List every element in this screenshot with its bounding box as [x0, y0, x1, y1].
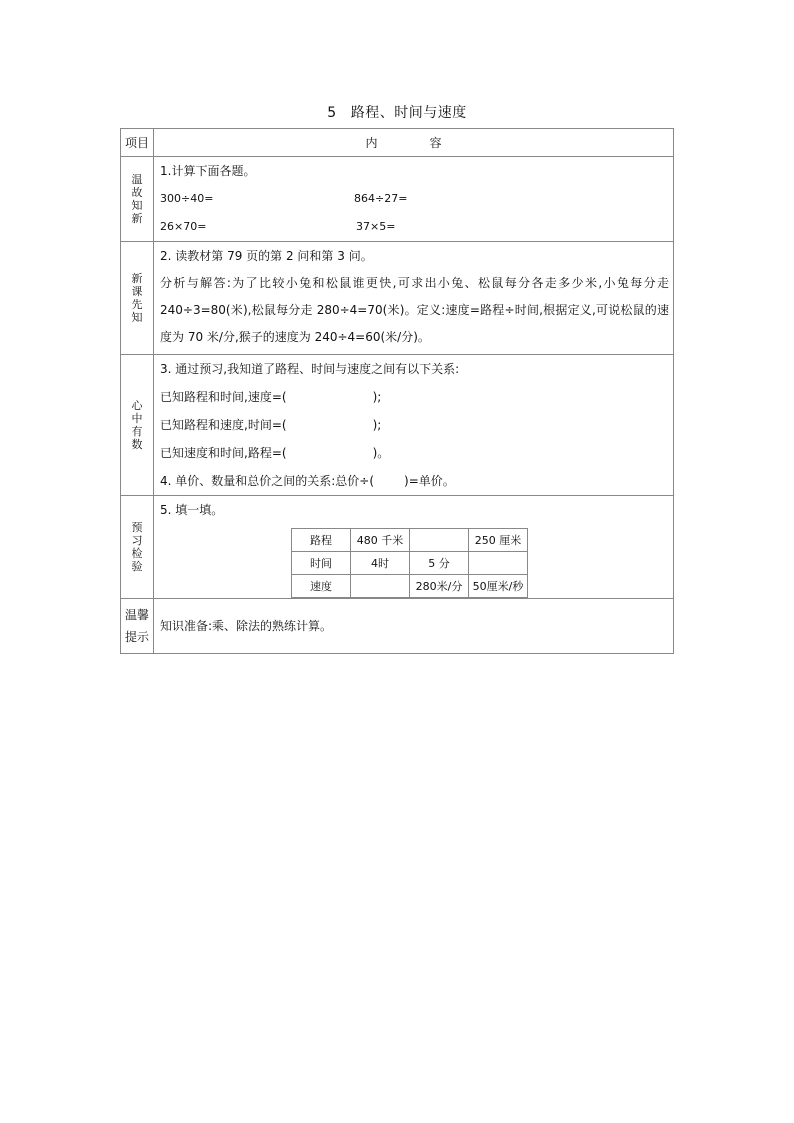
- section-label-review: 温故知新: [121, 157, 154, 242]
- relation-speed: 已知路程和时间,速度=( );: [160, 390, 382, 404]
- calc-item: 26×70=: [160, 220, 207, 233]
- fill-cell[interactable]: [469, 552, 528, 575]
- fill-table: [291, 528, 528, 598]
- section-label-check: 预习检验: [121, 496, 154, 599]
- question-5: 5. 填一填。: [160, 503, 224, 517]
- section-label-new: 新课先知: [121, 242, 154, 355]
- fill-cell: 250 厘米: [469, 529, 528, 552]
- relation-distance: 已知速度和时间,路程=( )。: [160, 446, 390, 460]
- lesson-number: 5: [327, 105, 337, 121]
- section-label-mind: 心中有数: [121, 355, 154, 496]
- header-content-cell: 内 容: [154, 129, 674, 157]
- section-check-content: [154, 496, 674, 599]
- section-mind-row: [121, 355, 674, 496]
- lesson-title: 路程、时间与速度: [350, 105, 467, 121]
- section-new-row: [121, 242, 674, 355]
- tip-text: 知识准备:乘、除法的熟练计算。: [160, 619, 333, 633]
- header-item-cell: 项目: [121, 129, 154, 157]
- fill-cell: 时间: [292, 552, 351, 575]
- section-tip-row: [121, 599, 674, 654]
- question-4: 4. 单价、数量和总价之间的关系:总价÷( )=单价。: [160, 474, 455, 488]
- section-tip-content: [154, 599, 674, 654]
- fill-cell: 5 分: [410, 552, 469, 575]
- calc-item: 864÷27=: [354, 192, 408, 205]
- section-review-content: [154, 157, 674, 242]
- question-1: 1.计算下面各题。: [160, 164, 256, 178]
- fill-row-time: [292, 552, 528, 575]
- fill-row-distance: [292, 529, 528, 552]
- question-2: 2. 读教材第 79 页的第 2 问和第 3 问。: [160, 249, 373, 263]
- fill-cell: 280米/分: [410, 575, 469, 598]
- fill-row-speed: [292, 575, 528, 598]
- fill-cell: 速度: [292, 575, 351, 598]
- preview-table: [120, 128, 674, 654]
- relation-time: 已知路程和速度,时间=( );: [160, 418, 382, 432]
- header-row: [121, 129, 674, 157]
- calc-row-2: [160, 213, 673, 241]
- section-check-row: [121, 496, 674, 599]
- fill-cell: 4时: [351, 552, 410, 575]
- fill-cell[interactable]: [351, 575, 410, 598]
- page-title: [0, 102, 794, 122]
- calc-item: 37×5=: [356, 220, 396, 233]
- section-review-row: [121, 157, 674, 242]
- section-mind-content: [154, 355, 674, 496]
- fill-cell: 480 千米: [351, 529, 410, 552]
- section-label-tip: 温馨提示: [121, 599, 154, 654]
- fill-cell: 路程: [292, 529, 351, 552]
- analysis-text: 分析与解答:为了比较小兔和松鼠谁更快,可求出小兔、松鼠每分各走多少米,小兔每分走 240÷3=80(米),松鼠每分走 280÷4=70(米)。定义:速度=路程÷时间,根据定义,可说松鼠的速度为 70 米/分,猴子的速度为 240÷4=60(米/分)。: [160, 276, 669, 344]
- calc-item: 300÷40=: [160, 192, 214, 205]
- fill-cell[interactable]: [410, 529, 469, 552]
- fill-cell: 50厘米/秒: [469, 575, 528, 598]
- question-3: 3. 通过预习,我知道了路程、时间与速度之间有以下关系:: [160, 362, 460, 376]
- calc-row-1: [160, 185, 673, 213]
- section-new-content: [154, 242, 674, 355]
